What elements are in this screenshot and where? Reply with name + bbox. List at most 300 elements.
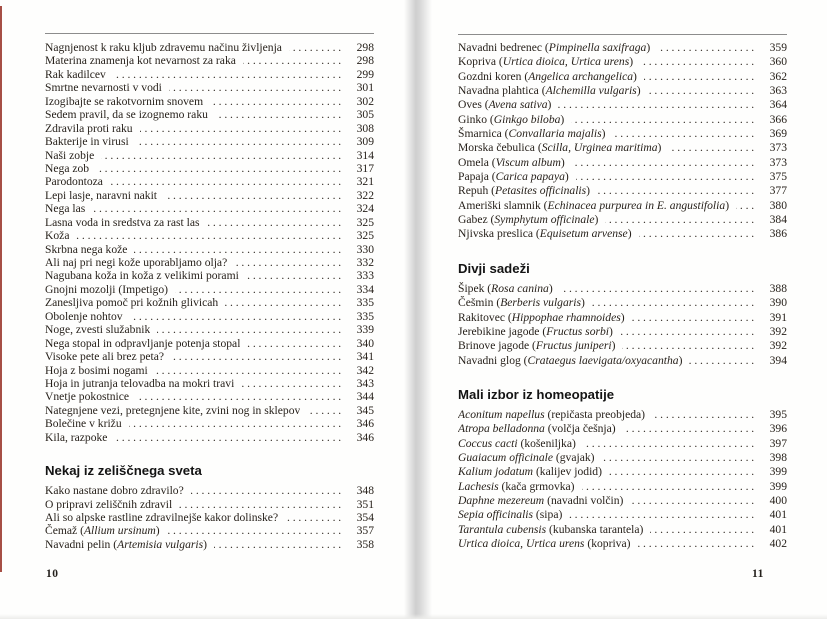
toc-entry-page-number: 398 xyxy=(769,450,787,464)
toc-entry-title xyxy=(45,283,168,296)
dot-leader xyxy=(571,113,757,127)
toc-entry-page-number: 332 xyxy=(356,256,374,269)
title-text: ) xyxy=(609,324,613,338)
toc-entry xyxy=(458,113,787,127)
toc-entry-title xyxy=(45,135,129,148)
toc-entry-title xyxy=(45,538,207,551)
title-text: ) xyxy=(564,170,569,184)
dot-leader xyxy=(560,282,757,296)
title-text: ) xyxy=(601,127,606,141)
toc-entry-page-number: 362 xyxy=(769,69,787,83)
toc-entry-page-number: 392 xyxy=(769,339,787,353)
toc-entry-title xyxy=(45,431,107,444)
title-text: Zanesljiva pomoč pri kožnih glivicah xyxy=(45,296,219,310)
toc-entry xyxy=(458,422,787,436)
title-text: Šipek ( xyxy=(458,281,492,295)
dot-leader xyxy=(597,184,757,198)
toc-entry-title xyxy=(458,422,616,436)
dot-leader xyxy=(609,465,757,479)
dot-leader xyxy=(285,511,344,524)
title-text: Ali so alpske rastline zdravilnejše kakor dolinske? xyxy=(45,511,279,524)
toc-entry-title xyxy=(45,162,89,175)
toc-entry-title xyxy=(45,498,172,511)
toc-entry-page-number: 321 xyxy=(356,175,374,189)
toc-entry-page-number: 330 xyxy=(356,242,374,256)
toc-entry xyxy=(458,199,787,213)
toc-entry-page-number: 402 xyxy=(769,536,787,550)
title-text: Rakitovec ( xyxy=(458,310,512,324)
toc-entry-page-number: 309 xyxy=(356,135,374,149)
toc-entry xyxy=(458,537,787,551)
latin-name-italic: Artemisia vulgaris xyxy=(117,537,204,551)
toc-entry xyxy=(458,523,787,537)
dot-leader xyxy=(113,68,344,81)
latin-name-italic: Rosa canina xyxy=(491,281,549,295)
toc-entry xyxy=(45,283,374,296)
toc-entry-title xyxy=(458,199,729,213)
toc-entry-title xyxy=(45,323,150,336)
title-text: Gnojni mozolji (Impetigo) xyxy=(45,282,169,296)
toc-entry xyxy=(458,98,787,112)
scan-bottom-shadow xyxy=(0,614,827,619)
title-text: ) xyxy=(547,98,552,112)
toc-entry-page-number: 396 xyxy=(769,422,787,436)
title-text: ) xyxy=(203,537,207,551)
title-text: Materina znamenja kot nevarnost za raka xyxy=(45,54,236,68)
dot-leader xyxy=(644,70,757,84)
toc-entry-page-number: 333 xyxy=(356,269,374,283)
toc-entry xyxy=(458,494,787,508)
dot-leader xyxy=(247,337,344,350)
toc-entry-page-number: 360 xyxy=(769,55,787,69)
toc-entry-title xyxy=(45,229,69,242)
latin-name-italic: Tarantula cubensis xyxy=(458,522,547,536)
dot-leader xyxy=(134,243,344,256)
toc-entry-page-number: 375 xyxy=(769,170,787,184)
dot-leader xyxy=(582,480,757,494)
toc-entry-title xyxy=(45,511,278,524)
title-text: Koža xyxy=(45,229,70,243)
title-text: ) xyxy=(646,41,651,54)
toc-entry-title xyxy=(458,325,613,339)
toc-entry-title xyxy=(45,390,129,403)
toc-entry-title xyxy=(458,480,575,494)
scan-edge-line xyxy=(0,6,2,572)
title-text: ) xyxy=(678,353,683,367)
toc-entry xyxy=(458,480,787,494)
dot-leader xyxy=(307,404,344,417)
title-text: ) xyxy=(657,141,662,155)
latin-name-italic: Convallaria majalis xyxy=(508,127,602,141)
toc-left-column xyxy=(45,41,374,551)
latin-name-italic: Sepia officinalis xyxy=(458,508,534,522)
toc-entry-title xyxy=(458,537,631,551)
toc-entry-title xyxy=(458,282,553,296)
dot-leader xyxy=(632,311,757,325)
toc-entry xyxy=(458,70,787,84)
dot-leader xyxy=(668,141,757,155)
latin-name-italic: Equisetum arvense xyxy=(539,227,628,241)
toc-entry-page-number: 305 xyxy=(356,108,374,122)
title-text: Čemaž ( xyxy=(45,524,84,538)
dot-leader xyxy=(569,508,757,522)
toc-entry xyxy=(458,437,787,451)
toc-entry xyxy=(45,377,374,390)
title-text: Hoja z bosimi nogami xyxy=(45,363,148,377)
toc-entry-page-number: 341 xyxy=(356,350,374,364)
title-text: Sedem pravil, da se izognemo raku xyxy=(45,108,208,122)
toc-entry-title xyxy=(45,41,282,54)
title-text: Noge, zvesti služabnik xyxy=(45,323,151,337)
toc-entry-page-number: 366 xyxy=(769,112,787,126)
toc-entry-page-number: 380 xyxy=(769,198,787,212)
title-text: ) xyxy=(155,524,160,538)
toc-entry xyxy=(45,243,374,256)
title-text: (sipa) xyxy=(533,508,563,522)
dot-leader xyxy=(736,199,757,213)
toc-entry-title xyxy=(45,364,148,377)
toc-entry-page-number: 369 xyxy=(769,127,787,141)
toc-entry-page-number: 357 xyxy=(356,524,374,538)
latin-name-italic: Daphne mezereum xyxy=(458,493,545,507)
toc-entry-title xyxy=(45,269,239,282)
title-text: ) xyxy=(633,69,637,83)
toc-entry-page-number: 373 xyxy=(769,155,787,169)
title-text: Lasna voda in sredstva za rast las xyxy=(45,215,200,229)
latin-name-italic: Fructus juniperi xyxy=(535,339,612,353)
latin-name-italic: Petasites officinalis xyxy=(495,184,587,198)
toc-entry xyxy=(45,108,374,121)
toc-entry xyxy=(45,81,374,94)
dot-leader xyxy=(215,108,344,121)
dot-leader xyxy=(657,41,757,55)
toc-entry-title xyxy=(458,55,633,69)
toc-entry xyxy=(458,465,787,479)
toc-right-column xyxy=(458,41,787,551)
toc-entry xyxy=(45,350,374,363)
toc-entry-page-number: 394 xyxy=(769,353,787,367)
toc-entry-page-number: 342 xyxy=(356,363,374,377)
title-text: Hoja in jutranja telovadba na mokri travi xyxy=(45,376,235,390)
page-number-left: 10 xyxy=(46,568,59,580)
toc-entry-page-number: 348 xyxy=(356,484,374,498)
title-text: ) xyxy=(627,227,632,241)
toc-entry-page-number: 354 xyxy=(356,511,374,524)
dot-leader xyxy=(110,175,344,188)
title-text: Šmarnica ( xyxy=(458,127,509,141)
latin-name-italic: Berberis vulgaris xyxy=(500,296,582,310)
toc-entry-title xyxy=(45,189,157,202)
latin-name-italic: Scilla, Urginea maritima xyxy=(541,141,658,155)
latin-name-italic: Angelica archangelica xyxy=(528,69,634,83)
toc-entry-page-number: 401 xyxy=(769,522,787,536)
toc-entry xyxy=(45,162,374,175)
dot-leader xyxy=(157,323,344,336)
latin-name-italic: Kalium jodatum xyxy=(458,465,534,479)
toc-entry-title xyxy=(458,170,569,184)
toc-entry-title xyxy=(45,175,103,188)
toc-entry-page-number: 384 xyxy=(769,213,787,227)
title-text: ) xyxy=(548,281,553,295)
title-text: Nagubana koža in koža z velikimi porami xyxy=(45,269,239,283)
toc-entry-page-number: 346 xyxy=(356,430,374,444)
toc-entry xyxy=(458,170,787,184)
toc-entry xyxy=(45,296,374,309)
toc-entry xyxy=(45,149,374,162)
dot-leader xyxy=(558,98,757,112)
toc-entry-page-number: 343 xyxy=(356,376,374,390)
toc-entry xyxy=(45,310,374,323)
toc-entry-page-number: 346 xyxy=(356,417,374,431)
title-text: Vnetje pokostnice xyxy=(45,390,130,404)
toc-entry xyxy=(45,511,374,524)
dot-leader xyxy=(155,364,344,377)
toc-entry-title xyxy=(458,84,641,98)
toc-entry-title xyxy=(458,465,602,479)
toc-entry-page-number: 363 xyxy=(769,84,787,98)
toc-entry-page-number: 335 xyxy=(356,296,374,310)
toc-entry-page-number: 340 xyxy=(356,336,374,350)
toc-entry xyxy=(458,339,787,353)
title-text: Njivska preslica ( xyxy=(458,227,540,241)
title-text: ) xyxy=(629,55,634,69)
title-text: (kalijev jodid) xyxy=(533,465,602,479)
title-text: O pripravi zeliščnih zdravil xyxy=(45,497,173,511)
toc-entry xyxy=(458,451,787,465)
toc-entry-page-number: 345 xyxy=(356,403,374,417)
title-text: Zdravila proti raku xyxy=(45,121,133,135)
toc-entry-page-number: 317 xyxy=(356,161,374,175)
toc-entry-page-number: 298 xyxy=(356,54,374,68)
dot-leader xyxy=(164,189,344,202)
title-text: Jerebikine jagode ( xyxy=(458,324,547,338)
toc-entry xyxy=(458,296,787,310)
dot-leader xyxy=(171,350,344,363)
toc-entry-title xyxy=(45,350,164,363)
toc-entry-page-number: 308 xyxy=(356,121,374,135)
toc-entry-title xyxy=(458,339,615,353)
toc-entry-title xyxy=(458,523,643,537)
title-text: Navadni glog ( xyxy=(458,353,528,367)
title-text: Skrbna nega kože xyxy=(45,242,128,256)
toc-entry-page-number: 397 xyxy=(769,436,787,450)
toc-entry-page-number: 386 xyxy=(769,227,787,241)
toc-entry-page-number: 395 xyxy=(769,407,787,421)
title-text: Nega stopal in odpravljanje potenja stopal xyxy=(45,336,241,350)
title-text: Lepi lasje, naravni nakit xyxy=(45,188,158,202)
dot-leader xyxy=(246,269,344,282)
toc-entry-title xyxy=(458,127,606,141)
title-text: Ginko ( xyxy=(458,112,494,126)
dot-leader xyxy=(620,325,757,339)
title-text: (volčja češnja) xyxy=(544,422,616,436)
latin-name-italic: Pimpinella saxifraga xyxy=(548,41,647,54)
toc-entry xyxy=(458,156,787,170)
toc-entry-page-number: 401 xyxy=(769,508,787,522)
title-text: ) xyxy=(611,339,616,353)
toc-entry-title xyxy=(458,437,576,451)
title-text: Nega las xyxy=(45,202,86,216)
dot-leader xyxy=(140,122,344,135)
dot-leader xyxy=(207,216,344,229)
dot-leader xyxy=(129,417,344,430)
title-text: Obolenje nohtov xyxy=(45,309,123,323)
toc-entry-title xyxy=(458,141,661,155)
title-text: (kača grmovka) xyxy=(498,479,575,493)
title-text: Morska čebulica ( xyxy=(458,141,542,155)
latin-name-italic: Atropa belladonna xyxy=(458,422,545,436)
title-text: (kopriva) xyxy=(584,536,631,550)
dot-leader xyxy=(210,95,344,108)
page-gutter xyxy=(404,0,432,619)
title-text: ) xyxy=(586,184,591,198)
toc-entry-title xyxy=(458,354,682,368)
latin-name-italic: Allium ursinum xyxy=(83,524,156,538)
title-text: (košeniljka) xyxy=(517,436,576,450)
dot-leader xyxy=(114,431,344,444)
toc-entry-title xyxy=(45,122,133,135)
title-text: Gabez ( xyxy=(458,213,495,227)
toc-entry-page-number: 373 xyxy=(769,141,787,155)
toc-entry-title xyxy=(458,494,623,508)
dot-leader xyxy=(96,162,344,175)
toc-entry-title xyxy=(45,243,127,256)
latin-name-italic: Hippophae rhamnoides xyxy=(511,310,621,324)
title-text: Navadna plahtica ( xyxy=(458,84,546,98)
toc-entry xyxy=(45,135,374,148)
toc-entry-page-number: 390 xyxy=(769,296,787,310)
toc-entry xyxy=(45,498,374,511)
toc-entry-page-number: 299 xyxy=(356,67,374,81)
title-text: Ali naj pri negi kože uporabljamo olja? xyxy=(45,256,228,269)
toc-entry-title xyxy=(458,408,645,422)
toc-entry-title xyxy=(45,216,200,229)
section-heading: Mali izbor iz homeopatije xyxy=(458,386,615,402)
toc-entry-title xyxy=(458,113,564,127)
dot-leader xyxy=(92,202,344,215)
dot-leader xyxy=(639,227,757,241)
dot-leader xyxy=(243,54,344,67)
dot-leader xyxy=(640,55,757,69)
toc-entry-title xyxy=(458,296,585,310)
toc-entry-title xyxy=(45,484,184,497)
title-text: ) xyxy=(560,112,565,126)
toc-entry-page-number: 334 xyxy=(356,282,374,296)
title-text: (repičasta preobjeda) xyxy=(544,407,646,421)
latin-name-italic: Viscum album xyxy=(495,155,561,169)
dot-leader xyxy=(191,484,344,497)
title-text: Brinove jagode ( xyxy=(458,339,536,353)
title-text: ) xyxy=(581,296,585,310)
toc-entry xyxy=(45,484,374,497)
title-text: (kubanska tarantela) xyxy=(546,522,644,536)
dot-leader xyxy=(214,538,344,551)
toc-entry-title xyxy=(458,213,598,227)
latin-name-italic: Lachesis xyxy=(458,479,499,493)
toc-entry-title xyxy=(458,156,565,170)
page-number-right: 11 xyxy=(752,568,764,580)
toc-entry-title xyxy=(458,184,590,198)
toc-entry-title xyxy=(45,108,208,121)
dot-leader xyxy=(234,256,344,269)
toc-entry-page-number: 400 xyxy=(769,493,787,507)
latin-name-italic: Symphytum officinale xyxy=(494,213,595,227)
latin-name-italic: Alchemilla vulgaris xyxy=(545,84,637,98)
title-text: (gvajak) xyxy=(553,450,595,464)
dot-leader xyxy=(623,422,757,436)
title-text: Izogibajte se rakotvornim snovem xyxy=(45,94,204,108)
toc-entry-title xyxy=(45,404,300,417)
toc-entry xyxy=(45,323,374,336)
toc-entry xyxy=(45,41,374,54)
toc-entry-title xyxy=(458,70,637,84)
dot-leader xyxy=(652,408,757,422)
title-text: Naši zobje xyxy=(45,148,95,162)
title-text: Visoke pete ali brez peta? xyxy=(45,350,165,364)
toc-entry xyxy=(458,311,787,325)
toc-entry xyxy=(458,184,787,198)
toc-entry-page-number: 392 xyxy=(769,324,787,338)
toc-entry xyxy=(458,354,787,368)
title-text: Bolečine v križu xyxy=(45,417,122,431)
toc-entry-page-number: 359 xyxy=(769,41,787,54)
title-text: Papaja ( xyxy=(458,170,496,184)
toc-entry xyxy=(45,524,374,537)
toc-entry-page-number: 377 xyxy=(769,184,787,198)
toc-entry-page-number: 358 xyxy=(356,537,374,551)
title-text: ) xyxy=(560,155,565,169)
title-text: ) xyxy=(636,84,641,98)
toc-entry-title xyxy=(45,54,236,67)
dot-leader xyxy=(101,149,344,162)
toc-entry xyxy=(45,431,374,444)
toc-entry-title xyxy=(45,524,160,537)
toc-entry-title xyxy=(45,337,240,350)
toc-entry xyxy=(45,256,374,269)
toc-entry-page-number: 322 xyxy=(356,188,374,202)
toc-entry xyxy=(458,127,787,141)
latin-name-italic: Ginkgo biloba xyxy=(493,112,561,126)
toc-entry xyxy=(45,417,374,430)
toc-entry-page-number: 364 xyxy=(769,98,787,112)
title-text: Parodontoza xyxy=(45,175,103,189)
dot-leader xyxy=(622,339,757,353)
title-text: Rak kadilcev xyxy=(45,67,106,81)
latin-name-italic: Carica papaya xyxy=(495,170,565,184)
toc-entry-page-number: 399 xyxy=(769,479,787,493)
dot-leader xyxy=(630,494,757,508)
title-text: Kako nastane dobro zdravilo? xyxy=(45,484,184,498)
title-text: Bakterije in virusi xyxy=(45,135,129,149)
toc-entry-page-number: 335 xyxy=(356,309,374,323)
toc-entry xyxy=(45,175,374,188)
toc-entry xyxy=(458,213,787,227)
toc-entry-title xyxy=(458,451,595,465)
toc-entry xyxy=(45,68,374,81)
dot-leader xyxy=(167,524,344,537)
dot-leader xyxy=(175,283,344,296)
latin-name-italic: Echinacea purpurea in E. angustifolia xyxy=(547,198,726,212)
toc-entry-page-number: 298 xyxy=(356,41,374,54)
section-heading: Divji sadeži xyxy=(458,260,530,276)
toc-entry-title xyxy=(458,98,551,112)
toc-entry-title xyxy=(45,256,227,269)
dot-leader xyxy=(136,390,344,403)
title-text: Nagnjenost k raku kljub zdravemu načinu življenja xyxy=(45,41,282,54)
toc-entry-page-number: 344 xyxy=(356,390,374,404)
dot-leader xyxy=(76,229,344,242)
dot-leader xyxy=(650,523,757,537)
